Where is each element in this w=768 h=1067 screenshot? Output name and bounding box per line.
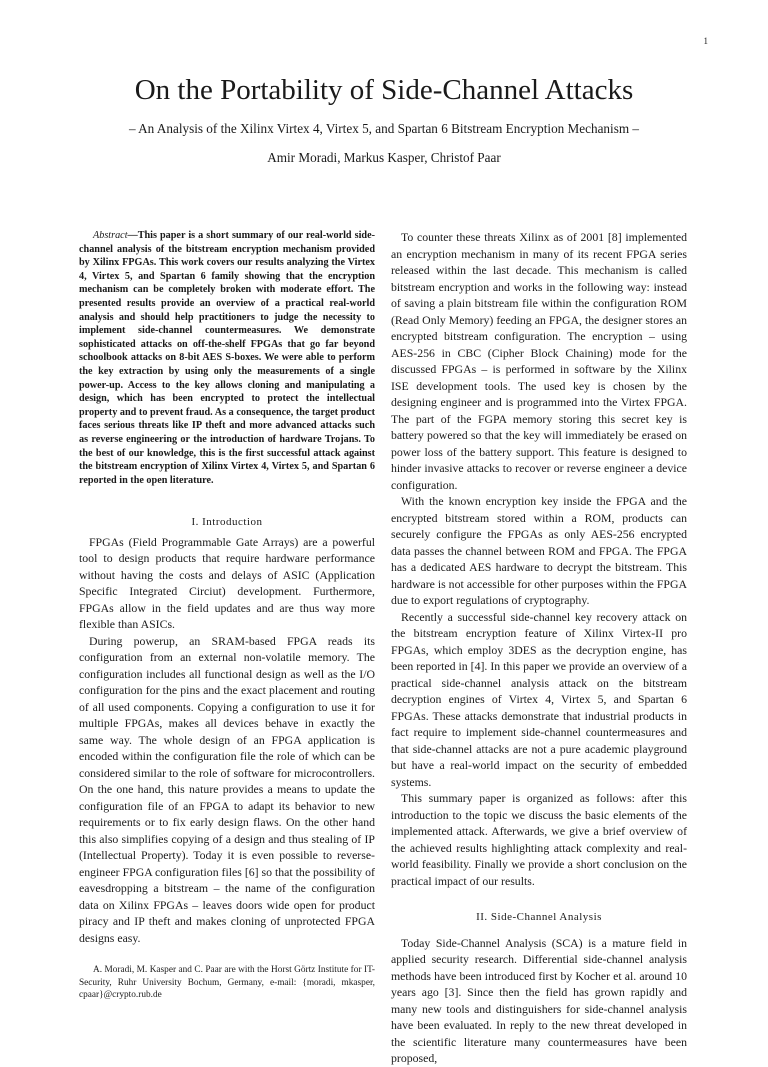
abstract-text: —This paper is a short summary of our real-world side-channel analysis of the bitstream encryption mechanism provided by Xilinx FPGAs. This work covers our results analyzing the Virtex 4, Virtex 5, and Spartan 6 family showing that the encryption mechanism can be completely broken with moderate effort. The presented results provide an overview of a practical real-world analysis and should help practitioners to judge the necessity to implement side-channel countermeasures. We demonstrate sophisticated attacks on off-the-shelf FPGAs that go far beyond schoolbook attacks on 8-bit AES S-boxes. We were able to perform the key extraction by using only the measurements of a single power-up. Access to the key allows cloning and manipulating a design, which has been encrypted to protect the intellectual property and to prevent fraud. As a consequence, the target product faces serious threats like IP theft and more advanced attacks such as reverse engineering or the introduction of hardware Trojans. To the best of our knowledge, this is the first successful attack against the bitstream encryption of Xilinx Virtex 4, Virtex 5, and Spartan 6 reported in the open literature. [79,230,375,486]
section-heading-side-channel-analysis: II. Side-Channel Analysis [476,911,602,923]
footnote: A. Moradi, M. Kasper and C. Paar are with the Horst Görtz Institute for IT-Security, Ruhr University Bochum, Germany, e-mail: {moradi, mkasper, cpaar}@crypto.rub.de [79,965,375,1001]
left-column [79,229,375,1002]
paragraph: During powerup, an SRAM-based FPGA reads its configuration from an external non-volatile memory. The configuration includes all functional design as well as the I/O configuration for the pins and the exact placement and routing of all used components. Copying a configuration to use it for multiple FPGAs, makes all devices behave in exactly the same way. The whole design of an FPGA application is encoded within the configuration file the role of which can be considered similar to the role of software for microcontrollers. On the one hand, this nature provides a means to update the configuration file of an FPGA to adapt its behavior to new requirements or to fix early design flaws. On the other hand this also simplifies copying of a design and thus stealing of IP (Intellectual Property). Today it is even possible to reverse-engineer FPGA configuration files [6] so that the possibility of eavesdropping a bitstream – the name of the configuration data on Xilinx FPGAs – leaves doors wide open for product piracy and IP theft and makes cloning of unprotected FPGA designs easy. [79,633,375,945]
abstract-label: Abstract [93,230,128,241]
paragraph: With the known encryption key inside the FPGA and the encrypted bitstream stored within a ROM, products can securely configure the FPGAs as only AES-256 encrypted data passes the channel between ROM and FPGA. The FPGA has a dedicated AES hardware to decrypt the bitstream. This hardware is not accessible for other purposes within the FPGA due to export regulations of cryptography. [391,494,687,607]
paper-title: On the Portability of Side-Channel Attacks [134,74,634,106]
paragraph: This summary paper is organized as follows: after this introduction to the topic we discuss the basic elements of the implemented attack. Afterwards, we give a brief overview of the achieved results highlighting attack complexity and real-world feasibility. Finally we provide a short conclusion on the practical impact of our results. [391,791,687,888]
paragraph: To counter these threats Xilinx as of 2001 [8] implemented an encryption mechanism in many of its recent FPGA series released within the last decade. This mechanism is called bitstream encryption and works in the following way: instead of saving a plain bitstream file within the configuration ROM (Read Only Memory) feeding an FPGA, the designer stores an encrypted bitstream configuration. The encryption – using AES-256 in CBC (Cipher Block Chaining) mode for the discussed FPGAs – is performed in software by the Xilinx ISE development tools. The used key is chosen by the designing engineer and is programmed into the Virtex FPGA. The part of the FGPA memory storing this secret key is battery powered so that the key will immediately be erased on power loss of the battery support. This feature is designed to hinder invasive attacks to recover or reverse engineer a device configuration. [391,230,687,492]
paper-subtitle: – An Analysis of the Xilinx Virtex 4, Virtex 5, and Spartan 6 Bitstream Encryption Mechanism – [129,121,639,136]
right-column [391,229,687,1067]
paragraph: FPGAs (Field Programmable Gate Arrays) are a powerful tool to design products that require hardware performance without having the costs and delays of ASIC (Application Specific Integrated Circiut) development. Furthermore, FPGAs allow in the field updates and are thus way more flexible than ASICs. [79,534,375,632]
paragraph: Today Side-Channel Analysis (SCA) is a mature field in applied security research. Differential side-channel analysis methods have been introduced first by Kocher et al. around 10 years ago [3]. Since then the field has grown rapidly and many new tools and distinguishers for side-channel analysis have been evaluated. In reply to the new threat developed in the scientific literature many countermeasures have been proposed, [391,935,687,1065]
page-number: 1 [703,36,708,46]
abstract [79,229,375,487]
author-list: Amir Moradi, Markus Kasper, Christof Paar [267,150,501,165]
paragraph: Recently a successful side-channel key recovery attack on the bitstream encryption feature of Xilinx Virtex-II pro FPGAs, which employ 3DES as the decryption engine, has been reported in [4]. In this paper we provide an overview of a practical side-channel analysis attack on the bitstream decryption engines of Virtex 4, Virtex 5, and Spartan 6 FPGAs. These attacks demonstrate that industrial products in fact require to implement side-channel countermeasures and that side-channel attacks are not a pure academic playground but have a real-world impact on the security of embedded systems. [391,609,687,789]
section-heading-introduction: I. Introduction [191,516,263,529]
